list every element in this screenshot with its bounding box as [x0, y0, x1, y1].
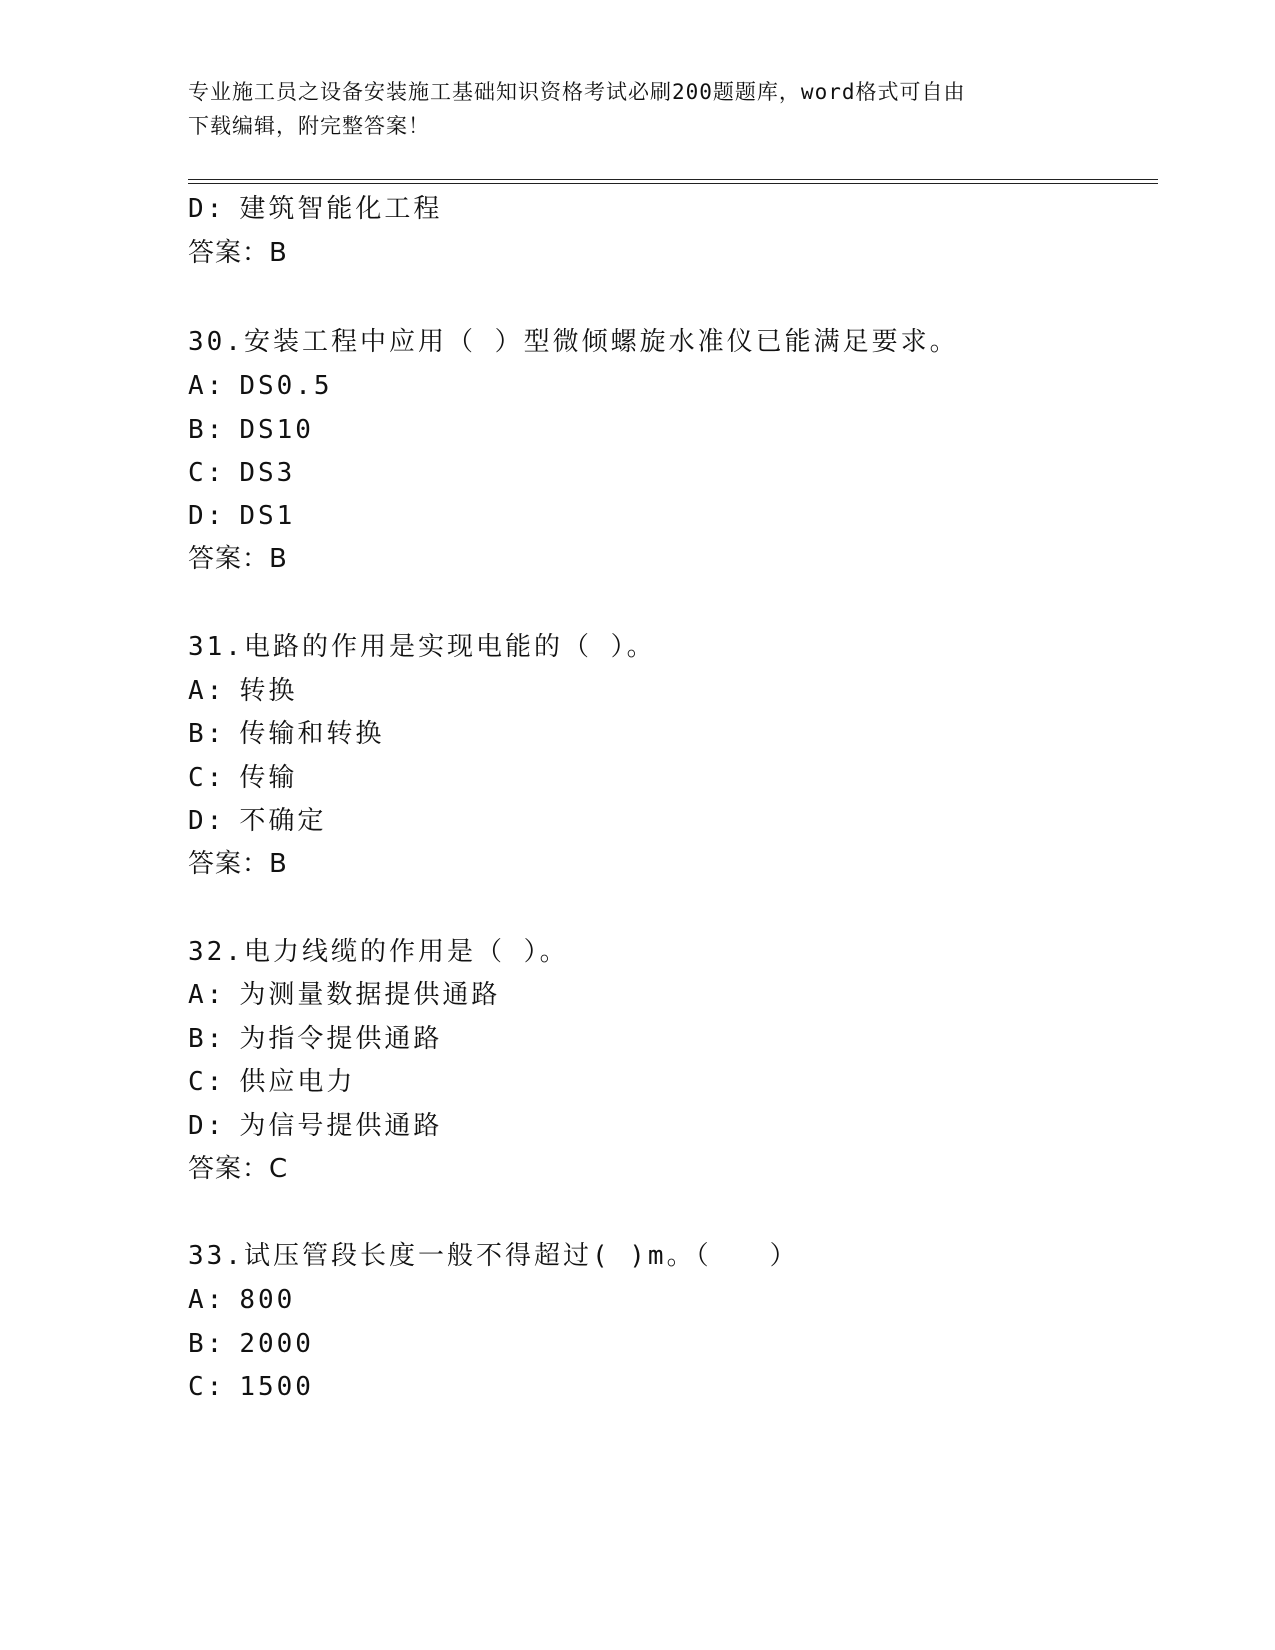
option-text: DS3: [239, 458, 296, 488]
question-30-option-b: [188, 415, 314, 445]
question-32-option-b: [188, 1024, 442, 1054]
question-32-stem: 32.电力线缆的作用是（ ）。: [188, 937, 569, 967]
header-line-1: 专业施工员之设备安装施工基础知识资格考试必刷200题题库，word格式可自由: [188, 80, 966, 104]
question-32-answer: 答案：C: [188, 1154, 289, 1184]
question-30-option-c: [188, 458, 295, 488]
question-32-option-d: [188, 1111, 442, 1141]
question-31-option-a: [188, 676, 297, 706]
question-33-option-b: [188, 1329, 314, 1359]
option-text: 传输和转换: [239, 719, 385, 749]
option-label: D:: [188, 1111, 226, 1141]
option-label: D:: [188, 501, 226, 531]
question-32-option-c: [188, 1067, 355, 1097]
option-text: 2000: [239, 1329, 314, 1359]
option-text: DS1: [239, 501, 296, 531]
option-label: B:: [188, 719, 226, 749]
option-label: B:: [188, 1024, 226, 1054]
option-text: 为指令提供通路: [239, 1024, 443, 1054]
option-text: DS10: [239, 415, 314, 445]
option-label: C:: [188, 1067, 226, 1097]
question-30-option-a: [188, 371, 333, 401]
option-label: B:: [188, 415, 226, 445]
question-33-option-c: [188, 1372, 314, 1402]
document-header: [188, 75, 1088, 143]
question-33-stem: 33.试压管段长度一般不得超过( )m。（ ）: [188, 1241, 799, 1271]
option-text: 800: [239, 1285, 296, 1315]
question-31-stem: 31.电路的作用是实现电能的（ ）。: [188, 632, 656, 662]
header-divider-top: [188, 179, 1158, 180]
option-label: C:: [188, 763, 226, 793]
question-30-stem: 30.安装工程中应用（ ）型微倾螺旋水准仪已能满足要求。: [188, 327, 959, 357]
option-label: D:: [188, 806, 226, 836]
option-text: 供应电力: [239, 1067, 356, 1097]
question-33-option-a: [188, 1285, 295, 1315]
option-label: B:: [188, 1329, 226, 1359]
header-divider-bottom: [188, 183, 1158, 184]
option-text: 为测量数据提供通路: [239, 980, 501, 1010]
option-label: A:: [188, 980, 226, 1010]
header-line-2: 下载编辑，附完整答案！: [188, 114, 430, 138]
question-30-answer: 答案：B: [188, 544, 288, 574]
option-label: A:: [188, 371, 226, 401]
question-30-option-d: [188, 501, 295, 531]
option-label: C:: [188, 1372, 226, 1402]
option-label: D:: [188, 194, 226, 224]
answer-prev: 答案：B: [188, 238, 288, 268]
question-31-option-c: [188, 763, 297, 793]
question-31-option-b: [188, 719, 384, 749]
option-label: A:: [188, 676, 226, 706]
question-32-option-a: [188, 980, 500, 1010]
option-d-prev: [188, 194, 442, 224]
option-text: 1500: [239, 1372, 314, 1402]
option-label: C:: [188, 458, 226, 488]
option-label: A:: [188, 1285, 226, 1315]
option-text: 为信号提供通路: [239, 1111, 443, 1141]
option-text: 转换: [239, 676, 298, 706]
option-text: 不确定: [239, 806, 327, 836]
option-text: DS0.5: [239, 371, 333, 401]
option-text: 传输: [239, 763, 298, 793]
question-31-option-d: [188, 806, 326, 836]
option-text: 建筑智能化工程: [239, 194, 443, 224]
question-31-answer: 答案：B: [188, 849, 288, 879]
